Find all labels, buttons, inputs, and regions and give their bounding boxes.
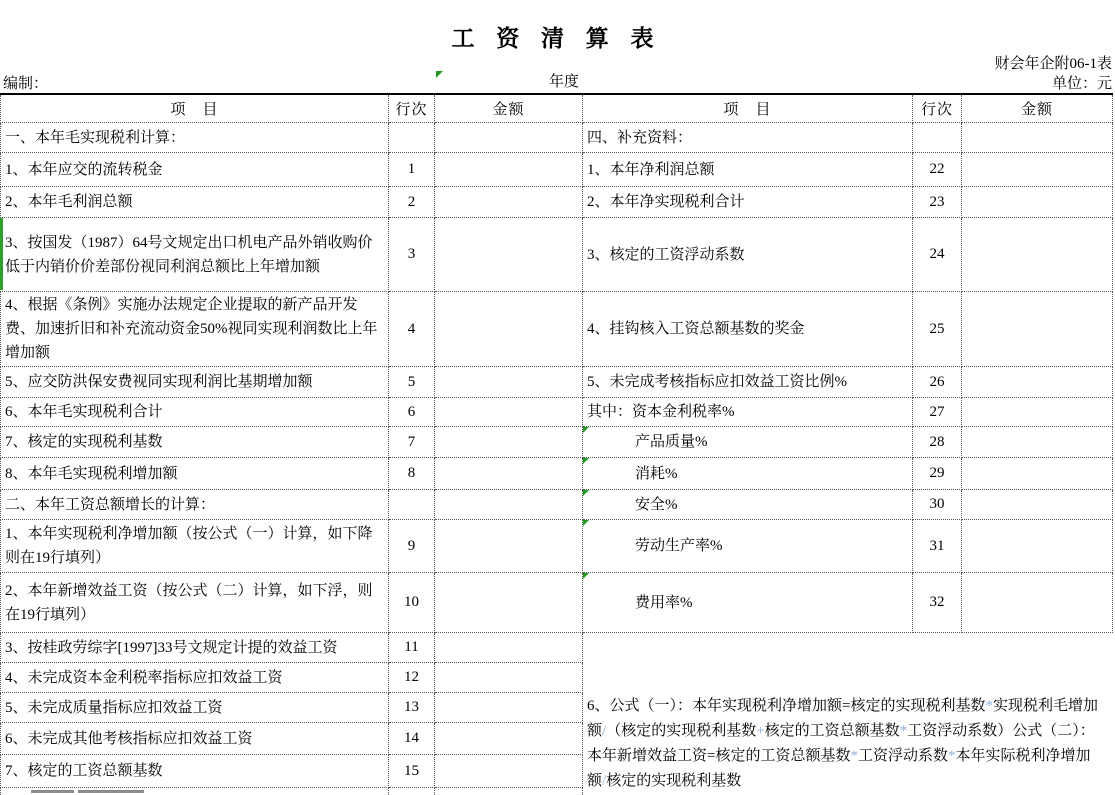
line-no-cell[interactable]: 10 [389,573,435,633]
amount-cell[interactable] [435,398,583,427]
line-no-cell[interactable]: 3 [389,218,435,292]
item-cell[interactable]: 6、未完成其他考核指标应扣效益工资 [0,723,389,755]
item-cell[interactable]: 5、应交防洪保安费视同实现利润比基期增加额 [0,367,389,398]
header-item-right[interactable]: 项 目 [583,95,913,123]
item-cell[interactable]: 2、本年新增效益工资（按公式（二）计算，如下浮，则在19行填列） [0,573,389,633]
error-indicator-icon [436,71,443,78]
amount-cell[interactable] [435,520,583,573]
amount-cell[interactable] [962,573,1113,633]
item-cell[interactable]: 4、未完成资本金利税率指标应扣效益工资 [0,663,389,693]
item-cell[interactable] [583,427,913,458]
header-amount-left[interactable]: 金额 [435,95,583,123]
line-no-cell[interactable]: 30 [913,490,962,520]
prepared-by-label[interactable]: 编制： [3,76,49,92]
item-label: 费用率% [635,594,693,611]
formula-note-text: 6、公式（一）：本年实现税利净增加额=核定的实现税利基数*实现税利毛增加额/（核定的实现税利基数+核定的工资总额基数*工资浮动系数）公式（二）：本年新增效益工资=核定的工资总额基数*工资浮动系数*本年实际税利净增加额/核定的实现税利基数 [587,698,1098,789]
line-no-cell[interactable]: 31 [913,520,962,573]
item-cell[interactable]: 1、本年应交的流转税金 [0,153,389,187]
item-cell[interactable]: 3、按国发（1987）64号文规定出口机电产品外销收购价低于内销价价差部份视同利润总额比上年增加额 [0,218,389,292]
line-no-cell[interactable]: 8 [389,458,435,490]
item-label: 劳动生产率% [635,538,723,554]
amount-cell[interactable] [435,755,583,788]
item-cell[interactable]: 7、核定的实现税利基数 [0,427,389,458]
amount-cell[interactable] [435,573,583,633]
amount-cell[interactable] [435,633,583,663]
amount-cell[interactable] [435,123,583,153]
year-field[interactable]: 年度 [549,74,580,90]
line-no-cell[interactable]: 4 [389,292,435,367]
line-no-cell[interactable]: 32 [913,573,962,633]
item-cell[interactable]: 3、核定的工资浮动系数 [583,218,913,292]
amount-cell[interactable] [962,520,1113,573]
item-cell[interactable]: 2、本年毛利润总额 [0,187,389,218]
amount-cell[interactable] [435,490,583,520]
line-no-cell[interactable]: 29 [913,458,962,490]
row3-highlight-bar [0,218,3,290]
amount-cell[interactable] [962,123,1113,153]
partial-row-lineno-cell[interactable] [389,788,435,795]
item-cell[interactable]: 4、挂钩核入工资总额基数的奖金 [583,292,913,367]
partial-row-item-cell[interactable] [0,788,389,795]
amount-cell[interactable] [435,723,583,755]
item-cell[interactable]: 7、核定的工资总额基数 [0,755,389,788]
item-label: 产品质量% [635,434,708,450]
item-cell[interactable] [583,520,913,573]
item-cell[interactable]: 3、按桂政劳综字[1997]33号文规定计提的效益工资 [0,633,389,663]
amount-cell[interactable] [435,427,583,458]
amount-cell[interactable] [962,367,1113,398]
amount-cell[interactable] [962,427,1113,458]
item-cell[interactable]: 二、本年工资总额增长的计算： [0,490,389,520]
item-label: 安全% [635,496,678,513]
line-no-cell[interactable]: 27 [913,398,962,427]
amount-cell[interactable] [435,292,583,367]
amount-cell[interactable] [962,187,1113,218]
partial-row-amount-cell[interactable] [435,788,583,795]
line-no-cell[interactable]: 2 [389,187,435,218]
line-no-cell[interactable]: 26 [913,367,962,398]
header-item-left[interactable]: 项 目 [0,95,389,123]
item-cell[interactable] [583,573,913,633]
item-cell[interactable]: 5、未完成质量指标应扣效益工资 [0,693,389,723]
item-cell[interactable]: 1、本年实现税利净增加额（按公式（一）计算，如下降则在19行填列） [0,520,389,573]
header-amount-right[interactable]: 金额 [962,95,1113,123]
item-cell[interactable]: 6、本年毛实现税利合计 [0,398,389,427]
error-indicator-icon [583,520,589,526]
partial-text-remnant [78,790,144,793]
line-no-cell[interactable]: 9 [389,520,435,573]
amount-cell[interactable] [962,153,1113,187]
line-no-cell[interactable]: 23 [913,187,962,218]
amount-cell[interactable] [962,292,1113,367]
amount-cell[interactable] [435,458,583,490]
line-no-cell[interactable]: 12 [389,663,435,693]
header-lineno-left[interactable]: 行次 [389,95,435,123]
line-no-cell[interactable]: 11 [389,633,435,663]
item-cell[interactable]: 5、未完成考核指标应扣效益工资比例% [583,367,913,398]
wage-settlement-table [0,93,1113,795]
line-no-cell[interactable]: 7 [389,427,435,458]
item-cell[interactable]: 1、本年净利润总额 [583,153,913,187]
amount-cell[interactable] [435,663,583,693]
amount-cell[interactable] [962,490,1113,520]
amount-cell[interactable] [435,693,583,723]
line-no-cell[interactable]: 15 [389,755,435,788]
item-label: 消耗% [635,465,678,482]
line-no-cell[interactable]: 24 [913,218,962,292]
error-indicator-icon [583,573,589,579]
line-no-cell[interactable]: 13 [389,693,435,723]
amount-cell[interactable] [435,187,583,218]
line-no-cell[interactable] [389,490,435,520]
item-cell[interactable]: 其中：资本金利税率% [583,398,913,427]
line-no-cell[interactable] [913,123,962,153]
header-lineno-right[interactable]: 行次 [913,95,962,123]
item-cell[interactable]: 一、本年毛实现税利计算： [0,123,389,153]
amount-cell[interactable] [435,153,583,187]
formula-note-cell[interactable] [583,633,1113,795]
line-no-cell[interactable]: 22 [913,153,962,187]
item-cell[interactable]: 8、本年毛实现税利增加额 [0,458,389,490]
error-indicator-icon [583,427,589,433]
item-cell[interactable]: 四、补充资料： [583,123,913,153]
sheet-title: 工 资 清 算 表 [451,26,662,51]
line-no-cell[interactable]: 28 [913,427,962,458]
amount-cell[interactable] [962,398,1113,427]
amount-cell[interactable] [962,218,1113,292]
line-no-cell[interactable]: 1 [389,153,435,187]
unit-label: 单位：元 [1051,76,1112,92]
partial-text-remnant [31,790,74,793]
line-no-cell[interactable] [389,123,435,153]
amount-cell[interactable] [435,367,583,398]
item-cell[interactable]: 4、根据《条例》实施办法规定企业提取的新产品开发费、加速折旧和补充流动资金50%视同实现利润数比上年增加额 [0,292,389,367]
error-indicator-icon [583,490,589,496]
error-indicator-icon [583,458,589,464]
line-no-cell[interactable]: 5 [389,367,435,398]
item-cell[interactable] [583,490,913,520]
doc-code: 财会年企附06-1表 [994,56,1112,72]
item-cell[interactable] [583,458,913,490]
amount-cell[interactable] [962,458,1113,490]
item-cell[interactable]: 2、本年净实现税利合计 [583,187,913,218]
line-no-cell[interactable]: 6 [389,398,435,427]
amount-cell[interactable] [435,218,583,292]
line-no-cell[interactable]: 25 [913,292,962,367]
line-no-cell[interactable]: 14 [389,723,435,755]
